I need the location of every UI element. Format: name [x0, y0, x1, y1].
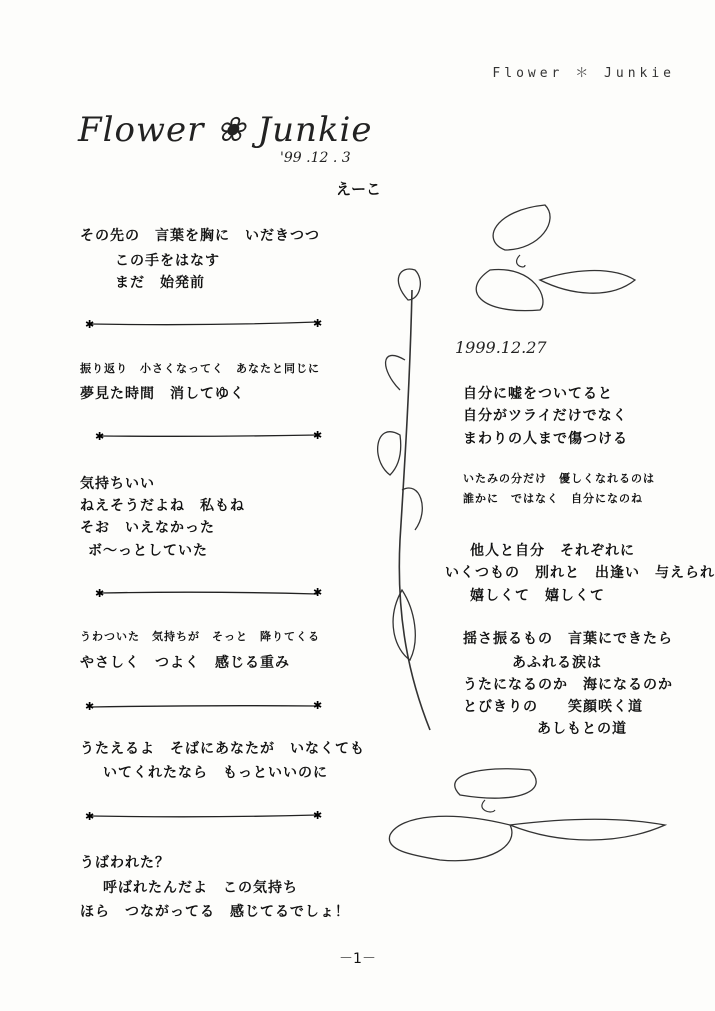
left-divider-4 — [85, 698, 325, 712]
right-block-4-line-1: 揺さ振るもの 言葉にできたら — [463, 631, 673, 647]
right-block-2-line-1: いたみの分だけ 優しくなれるのは — [463, 472, 655, 485]
right-block-3-line-1: 他人と自分 それぞれに — [470, 543, 635, 559]
left-block-3-line-2: ねえそうだよね 私もね — [80, 498, 245, 514]
svg-text:✱: ✱ — [313, 317, 323, 330]
left-block-3-line-4: ボ～っとしていた — [88, 543, 208, 559]
poem-title: Flower ❀ Junkie — [78, 110, 373, 150]
left-block-1-line-1: その先の 言葉を胸に いだきつつ — [80, 228, 320, 244]
right-block-1-line-1: 自分に嘘をついてると — [463, 386, 613, 402]
left-block-2-line-2: 夢見た時間 消してゆく — [80, 386, 245, 402]
right-block-1-line-2: 自分がツライだけでなく — [463, 408, 628, 424]
margin-date: 1999.12.27 — [455, 338, 547, 357]
left-block-1-line-2: この手をはなす — [115, 253, 220, 269]
right-block-1-line-3: まわりの人まで傷つける — [463, 431, 628, 447]
svg-text:✱: ✱ — [313, 429, 323, 442]
left-divider-5 — [85, 808, 325, 822]
right-block-4-line-4: とびきりの 笑顔咲く道 — [463, 699, 643, 715]
left-block-5-line-2: いてくれたなら もっといいのに — [103, 765, 328, 781]
author-name: えーこ — [336, 180, 382, 198]
left-divider-2 — [95, 428, 325, 442]
right-block-3-line-2: いくつもの 別れと 出逢い 与えられ — [445, 565, 715, 581]
flower-stem-illustration — [360, 260, 440, 744]
left-block-3-line-1: 気持ちいい — [80, 476, 155, 492]
svg-text:✱: ✱ — [313, 586, 323, 599]
left-divider-3 — [95, 585, 325, 599]
leaf-illustration-bottom — [380, 765, 670, 879]
svg-text:✱: ✱ — [85, 810, 95, 823]
leaf-illustration-top — [450, 200, 640, 324]
poem-date: '99 .12 . 3 — [280, 150, 351, 166]
svg-text:✱: ✱ — [313, 699, 323, 712]
left-block-6-line-3: ほら つながってる 感じてるでしょ！ — [80, 904, 350, 920]
left-block-4-line-1: うわついた 気持ちが そっと 降りてくる — [80, 630, 320, 643]
left-block-6-line-2: 呼ばれたんだよ この気持ち — [103, 880, 298, 896]
svg-text:✱: ✱ — [85, 318, 95, 331]
left-divider-1 — [85, 316, 325, 330]
running-header: Flower ＊ Junkie — [492, 66, 675, 81]
svg-text:✱: ✱ — [85, 700, 95, 713]
left-block-5-line-1: うたえるよ そばにあなたが いなくても — [80, 741, 365, 757]
svg-text:✱: ✱ — [95, 430, 105, 443]
right-block-4-line-3: うたになるのか 海になるのか — [463, 677, 673, 693]
right-block-4-line-5: あしもとの道 — [537, 721, 627, 737]
right-block-2-line-2: 誰かに ではなく 自分になのね — [463, 492, 643, 505]
left-block-2-line-1: 振り返り 小さくなってく あなたと同じに — [80, 362, 320, 375]
svg-text:✱: ✱ — [313, 809, 323, 822]
left-block-6-line-1: うばわれた？ — [80, 855, 170, 871]
svg-text:✱: ✱ — [95, 587, 105, 600]
page-number: －1－ — [339, 951, 376, 967]
left-block-4-line-2: やさしく つよく 感じる重み — [80, 655, 290, 671]
left-block-1-line-3: まだ 始発前 — [115, 275, 205, 291]
right-block-4-line-2: あふれる涙は — [512, 655, 602, 671]
right-block-3-line-3: 嬉しくて 嬉しくて — [470, 588, 605, 604]
left-block-3-line-3: そお いえなかった — [80, 520, 215, 536]
